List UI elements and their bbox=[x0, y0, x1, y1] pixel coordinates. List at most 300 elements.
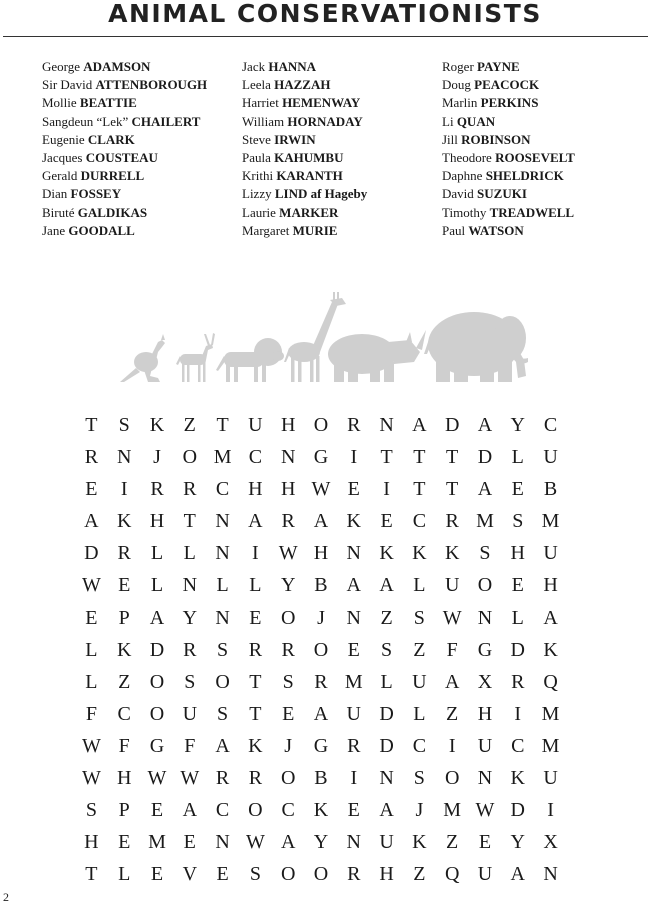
grid-letter: W bbox=[442, 606, 462, 629]
word-list-item bbox=[242, 222, 442, 240]
grid-letter: O bbox=[280, 767, 296, 790]
first-name: Sangdeun “Lek” bbox=[42, 113, 129, 129]
grid-letter: C bbox=[511, 734, 525, 757]
first-name: Lizzy bbox=[242, 186, 272, 202]
word-list-item bbox=[42, 185, 242, 203]
grid-letter: E bbox=[249, 606, 262, 629]
grid-letter: O bbox=[313, 863, 329, 886]
grid-letter: R bbox=[347, 734, 361, 757]
first-name: Dian bbox=[42, 186, 68, 202]
grid-letter: O bbox=[149, 702, 165, 725]
word-search-grid bbox=[75, 409, 575, 890]
grid-letter: R bbox=[248, 638, 263, 661]
grid-letter: Z bbox=[446, 702, 459, 725]
grid-letter: R bbox=[281, 510, 295, 533]
grid-letter: S bbox=[85, 799, 97, 822]
grid-letter: A bbox=[84, 510, 99, 533]
grid-letter: U bbox=[248, 414, 263, 436]
grid-letter: R bbox=[314, 670, 328, 693]
grid-letter: D bbox=[510, 638, 525, 661]
grid-letter: Y bbox=[280, 574, 296, 597]
grid-letter: Z bbox=[380, 606, 393, 629]
grid-letter: J bbox=[317, 606, 325, 629]
grid-letter: S bbox=[512, 510, 524, 533]
grid-letter: E bbox=[183, 831, 196, 854]
word-list-item bbox=[42, 76, 242, 94]
word-list-item bbox=[242, 149, 442, 167]
grid-letter: K bbox=[412, 542, 427, 565]
grid-letter: S bbox=[217, 702, 229, 725]
grid-letter: N bbox=[215, 510, 230, 533]
word-list-item bbox=[442, 76, 642, 94]
first-name: Jacques bbox=[42, 150, 83, 166]
grid-letter: M bbox=[443, 799, 462, 822]
grid-letter: A bbox=[248, 510, 263, 533]
title-divider bbox=[3, 36, 648, 37]
grid-letter: L bbox=[511, 446, 524, 469]
first-name: Steve bbox=[242, 131, 271, 147]
grid-letter: N bbox=[116, 446, 132, 469]
grid-letter: W bbox=[81, 574, 101, 597]
word-list-item bbox=[242, 204, 442, 222]
grid-letter: R bbox=[215, 767, 230, 790]
grid-letter: C bbox=[412, 734, 427, 757]
grid-letter: N bbox=[543, 863, 558, 886]
grid-letter: N bbox=[346, 606, 361, 629]
grid-letter: F bbox=[85, 702, 97, 725]
grid-letter: A bbox=[346, 574, 361, 597]
word-list-item bbox=[442, 94, 642, 112]
grid-letter: K bbox=[510, 767, 525, 790]
grid-letter: E bbox=[85, 606, 98, 629]
last-name: MURIE bbox=[292, 222, 338, 238]
grid-letter: I bbox=[252, 542, 259, 565]
grid-row bbox=[75, 441, 575, 473]
first-name: Paula bbox=[242, 150, 271, 166]
grid-letter: T bbox=[446, 478, 459, 501]
grid-letter: M bbox=[541, 734, 560, 757]
grid-letter: U bbox=[182, 702, 198, 725]
grid-letter: E bbox=[118, 574, 131, 597]
grid-letter: M bbox=[148, 831, 166, 854]
grid-letter: M bbox=[476, 510, 494, 533]
grid-letter: O bbox=[313, 638, 329, 661]
last-name: CLARK bbox=[87, 131, 135, 147]
grid-letter: E bbox=[216, 863, 229, 886]
grid-letter: K bbox=[116, 510, 132, 533]
grid-letter: S bbox=[282, 670, 294, 693]
grid-letter: H bbox=[510, 542, 525, 565]
grid-row bbox=[75, 762, 575, 794]
grid-letter: C bbox=[215, 478, 230, 501]
first-name: Doug bbox=[442, 77, 471, 93]
page-title: ANIMAL CONSERVATIONISTS bbox=[108, 0, 542, 28]
grid-letter: M bbox=[213, 446, 232, 469]
grid-row bbox=[75, 730, 575, 762]
grid-letter: A bbox=[313, 702, 329, 725]
grid-letter: E bbox=[380, 510, 393, 533]
last-name: IRWIN bbox=[274, 131, 316, 147]
word-list-item bbox=[242, 113, 442, 131]
grid-row bbox=[75, 698, 575, 730]
grid-letter: O bbox=[313, 414, 329, 436]
last-name: BEATTIE bbox=[79, 95, 137, 111]
last-name: KARANTH bbox=[276, 168, 343, 184]
grid-letter: S bbox=[479, 542, 491, 565]
word-list-column bbox=[242, 58, 442, 240]
grid-letter: B bbox=[314, 574, 328, 597]
first-name: Jill bbox=[442, 131, 458, 147]
grid-letter: W bbox=[278, 542, 298, 565]
grid-letter: G bbox=[313, 446, 329, 469]
grid-letter: A bbox=[510, 863, 525, 886]
first-name: Timothy bbox=[442, 204, 487, 220]
grid-letter: N bbox=[379, 767, 394, 790]
grid-letter: A bbox=[313, 510, 329, 533]
grid-letter: Q bbox=[444, 863, 460, 886]
grid-letter: K bbox=[149, 414, 165, 436]
grid-row bbox=[75, 666, 575, 698]
last-name: DURRELL bbox=[80, 168, 145, 184]
word-list-item bbox=[442, 185, 642, 203]
grid-letter: W bbox=[147, 767, 167, 790]
grid-letter: J bbox=[415, 799, 424, 822]
word-list-item bbox=[442, 131, 642, 149]
last-name: FOSSEY bbox=[70, 186, 122, 202]
grid-letter: D bbox=[379, 734, 394, 757]
grid-letter: I bbox=[514, 702, 522, 725]
grid-letter: E bbox=[150, 863, 164, 886]
first-name: Harriet bbox=[242, 95, 279, 111]
grid-letter: M bbox=[541, 702, 560, 725]
page-number: 2 bbox=[3, 890, 9, 904]
word-list-item bbox=[442, 167, 642, 185]
grid-letter: L bbox=[511, 606, 524, 629]
grid-letter: W bbox=[475, 799, 495, 822]
first-name: Jack bbox=[242, 59, 266, 74]
last-name: LIND af Hageby bbox=[274, 186, 368, 202]
grid-letter: T bbox=[183, 510, 196, 533]
grid-letter: T bbox=[413, 478, 426, 501]
grid-letter: R bbox=[248, 767, 263, 790]
grid-row bbox=[75, 409, 575, 441]
grid-row bbox=[75, 634, 575, 666]
grid-letter: T bbox=[413, 446, 426, 469]
grid-letter: Z bbox=[183, 414, 196, 436]
grid-letter: R bbox=[347, 863, 361, 886]
grid-letter: C bbox=[412, 510, 427, 533]
grid-letter: W bbox=[245, 831, 265, 854]
grid-letter: X bbox=[477, 670, 493, 693]
word-list-item bbox=[442, 113, 642, 131]
first-name: David bbox=[442, 186, 474, 202]
word-list-item bbox=[42, 149, 242, 167]
first-name: Jane bbox=[42, 222, 66, 238]
word-list-item bbox=[42, 94, 242, 112]
first-name: Roger bbox=[442, 59, 474, 74]
grid-letter: I bbox=[350, 767, 358, 790]
grid-letter: E bbox=[150, 799, 164, 822]
last-name: GOODALL bbox=[68, 222, 135, 238]
word-list-item bbox=[442, 58, 642, 76]
grid-letter: X bbox=[543, 831, 558, 854]
grid-letter: S bbox=[413, 606, 425, 629]
grid-letter: E bbox=[118, 831, 131, 854]
grid-letter: E bbox=[347, 638, 360, 661]
last-name: QUAN bbox=[456, 113, 496, 129]
grid-letter: A bbox=[477, 414, 493, 436]
first-name: Margaret bbox=[242, 222, 290, 238]
word-list-item bbox=[242, 131, 442, 149]
last-name: PEACOCK bbox=[474, 77, 540, 93]
word-list bbox=[42, 58, 642, 240]
grid-letter: Y bbox=[182, 606, 198, 629]
word-list-item bbox=[42, 58, 242, 76]
grid-letter: D bbox=[379, 702, 394, 725]
grid-letter: Z bbox=[413, 863, 426, 886]
grid-letter: A bbox=[412, 414, 427, 436]
grid-row bbox=[75, 858, 575, 890]
grid-letter: K bbox=[346, 510, 361, 533]
word-list-column bbox=[442, 58, 642, 240]
elephant-icon bbox=[424, 312, 528, 382]
grid-letter: R bbox=[511, 670, 525, 693]
first-name: Laurie bbox=[242, 204, 276, 220]
grid-letter: U bbox=[412, 670, 427, 693]
grid-letter: L bbox=[85, 638, 98, 661]
grid-letter: N bbox=[346, 831, 361, 854]
grid-letter: J bbox=[284, 734, 293, 757]
last-name: MARKER bbox=[279, 204, 339, 220]
grid-letter: N bbox=[215, 606, 230, 629]
grid-letter: H bbox=[248, 478, 263, 501]
grid-letter: G bbox=[313, 734, 329, 757]
grid-letter: R bbox=[445, 510, 459, 533]
grid-letter: N bbox=[379, 414, 394, 436]
grid-letter: Z bbox=[118, 670, 131, 693]
word-list-item bbox=[442, 222, 642, 240]
grid-letter: R bbox=[347, 414, 361, 436]
grid-row bbox=[75, 473, 575, 505]
grid-letter: L bbox=[85, 670, 98, 693]
grid-letter: U bbox=[477, 734, 493, 757]
grid-letter: B bbox=[543, 478, 558, 501]
grid-letter: N bbox=[477, 606, 493, 629]
grid-letter: H bbox=[543, 574, 558, 597]
grid-letter: N bbox=[346, 542, 361, 565]
grid-letter: L bbox=[150, 542, 164, 565]
word-list-item bbox=[242, 167, 442, 185]
grid-letter: C bbox=[543, 414, 558, 436]
grid-letter: R bbox=[150, 478, 164, 501]
grid-letter: F bbox=[446, 638, 458, 661]
grid-letter: D bbox=[149, 638, 165, 661]
first-name: William bbox=[242, 113, 285, 129]
word-list-item bbox=[242, 58, 442, 76]
last-name: ADAMSON bbox=[83, 59, 151, 74]
grid-letter: F bbox=[184, 734, 196, 757]
kangaroo-icon bbox=[120, 334, 165, 382]
antelope-icon bbox=[176, 333, 215, 382]
rhinoceros-icon bbox=[328, 330, 426, 382]
grid-row bbox=[75, 537, 575, 569]
first-name: Theodore bbox=[442, 150, 492, 166]
last-name: CHAILERT bbox=[131, 113, 201, 129]
grid-letter: S bbox=[413, 767, 425, 790]
grid-letter: H bbox=[313, 542, 329, 565]
last-name: HORNADAY bbox=[287, 113, 363, 129]
grid-letter: O bbox=[248, 799, 263, 822]
lion-icon bbox=[216, 338, 284, 382]
grid-letter: K bbox=[543, 638, 558, 661]
grid-letter: B bbox=[314, 767, 328, 790]
grid-letter: A bbox=[280, 831, 296, 854]
grid-letter: T bbox=[85, 414, 98, 436]
grid-letter: K bbox=[444, 542, 460, 565]
first-name: Mollie bbox=[42, 95, 77, 111]
word-list-item bbox=[242, 94, 442, 112]
grid-letter: S bbox=[184, 670, 196, 693]
grid-letter: E bbox=[511, 574, 524, 597]
grid-row bbox=[75, 794, 575, 826]
grid-letter: A bbox=[543, 606, 558, 629]
grid-letter: A bbox=[379, 799, 394, 822]
grid-letter: L bbox=[249, 574, 262, 597]
first-name: George bbox=[42, 59, 81, 74]
grid-letter: S bbox=[381, 638, 393, 661]
word-list-item bbox=[42, 222, 242, 240]
grid-letter: S bbox=[217, 638, 229, 661]
grid-letter: T bbox=[249, 670, 262, 693]
grid-letter: E bbox=[282, 702, 295, 725]
grid-letter: O bbox=[182, 446, 198, 469]
first-name: Biruté bbox=[42, 204, 75, 220]
first-name: Gerald bbox=[42, 168, 78, 184]
last-name: WATSON bbox=[468, 222, 524, 238]
grid-letter: E bbox=[478, 831, 492, 854]
grid-letter: U bbox=[379, 831, 394, 854]
grid-letter: D bbox=[444, 414, 460, 436]
grid-letter: C bbox=[248, 446, 263, 469]
grid-letter: K bbox=[248, 734, 263, 757]
grid-letter: U bbox=[543, 767, 558, 790]
grid-letter: T bbox=[216, 414, 229, 436]
first-name: Marlin bbox=[442, 95, 478, 111]
grid-row bbox=[75, 569, 575, 601]
grid-letter: N bbox=[215, 831, 230, 854]
grid-letter: F bbox=[118, 734, 130, 757]
last-name: SUZUKI bbox=[477, 186, 527, 202]
grid-letter: O bbox=[477, 574, 493, 597]
grid-letter: C bbox=[281, 799, 295, 822]
last-name: HANNA bbox=[268, 59, 317, 74]
grid-letter: Z bbox=[413, 638, 426, 661]
grid-letter: S bbox=[118, 414, 130, 436]
grid-row bbox=[75, 826, 575, 858]
grid-letter: O bbox=[280, 863, 296, 886]
grid-letter: H bbox=[149, 510, 165, 533]
first-name: Sir David bbox=[42, 77, 93, 93]
last-name: PAYNE bbox=[477, 59, 520, 74]
grid-letter: L bbox=[183, 542, 196, 565]
grid-letter: T bbox=[249, 702, 262, 725]
grid-letter: H bbox=[116, 767, 132, 790]
grid-row bbox=[75, 505, 575, 537]
last-name: PERKINS bbox=[480, 95, 539, 111]
last-name: SHELDRICK bbox=[485, 168, 564, 184]
grid-letter: G bbox=[149, 734, 165, 757]
word-list-column bbox=[42, 58, 242, 240]
grid-letter: E bbox=[347, 478, 360, 501]
grid-letter: K bbox=[412, 831, 427, 854]
grid-letter: H bbox=[280, 414, 296, 436]
grid-letter: D bbox=[510, 799, 525, 822]
grid-letter: T bbox=[446, 446, 459, 469]
grid-letter: K bbox=[379, 542, 394, 565]
last-name: ATTENBOROUGH bbox=[95, 77, 208, 93]
grid-letter: S bbox=[249, 863, 261, 886]
grid-letter: P bbox=[118, 606, 130, 629]
grid-letter: Q bbox=[543, 670, 558, 693]
grid-letter: N bbox=[215, 542, 230, 565]
grid-letter: N bbox=[280, 446, 296, 469]
grid-letter: T bbox=[85, 863, 98, 886]
last-name: HEMENWAY bbox=[282, 95, 361, 111]
first-name: Leela bbox=[242, 77, 271, 93]
grid-letter: U bbox=[346, 702, 361, 725]
grid-letter: R bbox=[117, 542, 131, 565]
grid-letter: E bbox=[347, 799, 360, 822]
grid-letter: A bbox=[379, 574, 394, 597]
last-name: GALDIKAS bbox=[77, 204, 148, 220]
word-list-item bbox=[42, 113, 242, 131]
last-name: ROBINSON bbox=[461, 131, 531, 147]
grid-letter: L bbox=[216, 574, 229, 597]
grid-letter: T bbox=[380, 446, 393, 469]
last-name: HAZZAH bbox=[274, 77, 331, 93]
grid-letter: D bbox=[477, 446, 493, 469]
last-name: KAHUMBU bbox=[274, 150, 344, 166]
first-name: Daphne bbox=[442, 168, 483, 184]
grid-letter: G bbox=[477, 638, 493, 661]
grid-letter: O bbox=[444, 767, 460, 790]
word-list-item bbox=[442, 204, 642, 222]
grid-row bbox=[75, 602, 575, 634]
grid-letter: A bbox=[444, 670, 460, 693]
grid-letter: D bbox=[84, 542, 99, 565]
last-name: TREADWELL bbox=[489, 204, 575, 220]
grid-letter: M bbox=[541, 510, 560, 533]
grid-letter: V bbox=[182, 863, 198, 886]
grid-letter: A bbox=[149, 606, 165, 629]
grid-letter: H bbox=[84, 831, 99, 854]
grid-letter: L bbox=[413, 574, 426, 597]
grid-letter: E bbox=[511, 478, 524, 501]
grid-letter: R bbox=[281, 638, 295, 661]
grid-letter: K bbox=[116, 638, 132, 661]
first-name: Paul bbox=[442, 222, 466, 238]
grid-letter: W bbox=[81, 767, 101, 790]
grid-letter: I bbox=[383, 478, 390, 501]
grid-letter: R bbox=[84, 446, 99, 469]
grid-letter: L bbox=[413, 702, 426, 725]
grid-letter: Y bbox=[510, 414, 525, 436]
grid-letter: O bbox=[280, 606, 296, 629]
grid-letter: Y bbox=[510, 831, 525, 854]
grid-letter: U bbox=[444, 574, 460, 597]
grid-letter: I bbox=[350, 446, 358, 469]
grid-letter: I bbox=[448, 734, 456, 757]
